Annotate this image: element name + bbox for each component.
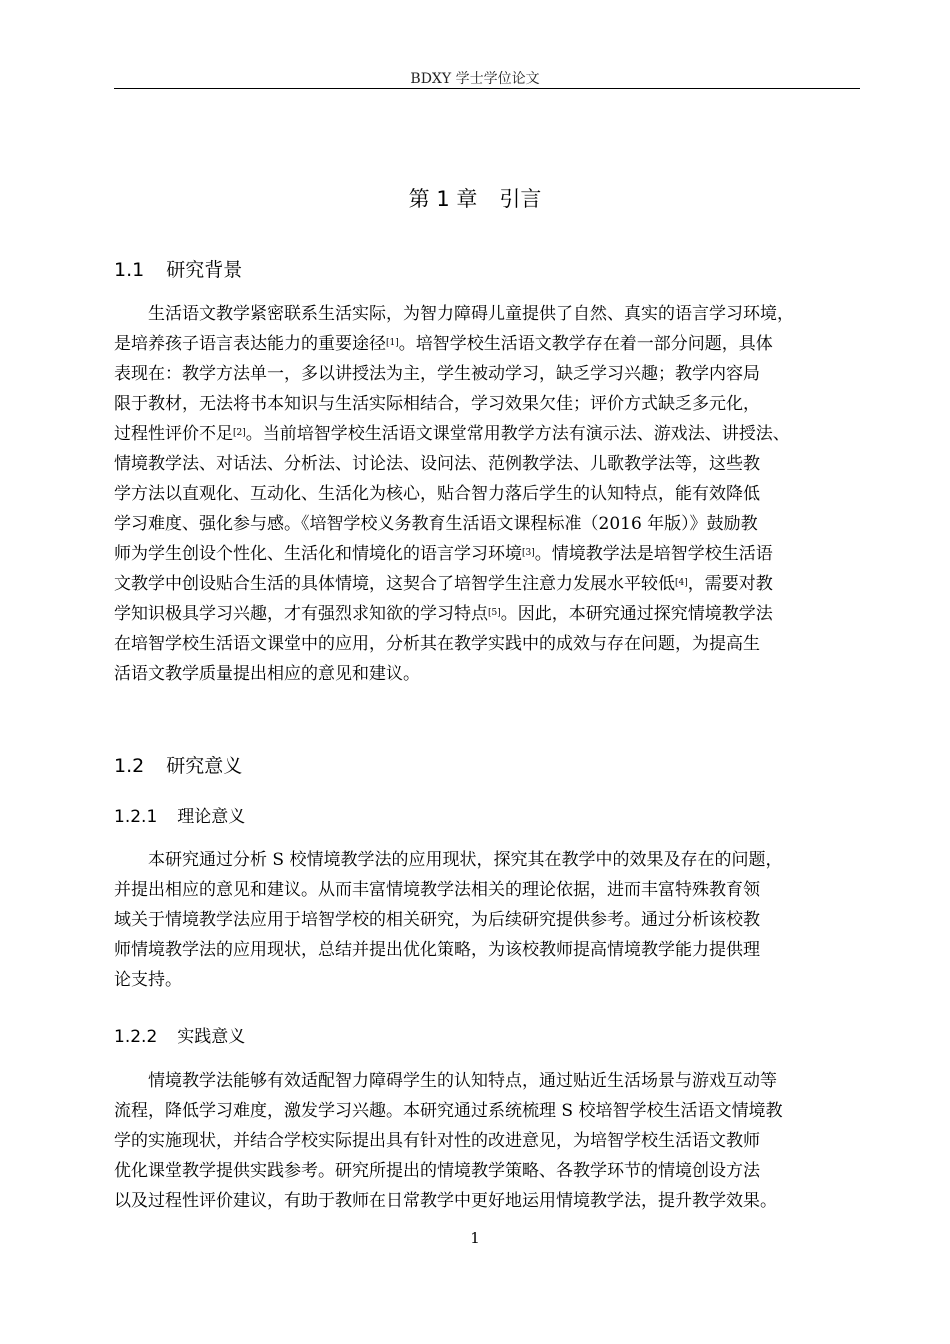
header-divider — [114, 88, 860, 89]
section-number: 1.1 — [114, 259, 145, 281]
citation: [3] — [522, 548, 535, 558]
subsection-title: 理论意义 — [177, 807, 246, 827]
paragraph-line: 以及过程性评价建议，有助于教师在日常教学中更好地运用情境教学法，提升教学效果。 — [114, 1191, 777, 1211]
paragraph-line: 师为学生创设个性化、生活化和情境化的语言学习环境[3]。情境教学法是培智学校生活语 — [114, 544, 773, 564]
paragraph-theoretical-significance — [114, 845, 782, 995]
paragraph-line: 表现在：教学方法单一，多以讲授法为主，学生被动学习，缺乏学习兴趣；教学内容局 — [114, 364, 760, 384]
paragraph-line: 并提出相应的意见和建议。从而丰富情境教学法相关的理论依据，进而丰富特殊教育领 — [114, 880, 760, 900]
paragraph-line: 情境教学法、对话法、分析法、讨论法、设问法、范例教学法、儿歌教学法等，这些教 — [114, 454, 760, 474]
section-title: 研究意义 — [166, 755, 243, 777]
paragraph-line: 生活语文教学紧密联系生活实际，为智力障碍儿童提供了自然、真实的语言学习环境， — [148, 304, 794, 324]
citation: [2] — [233, 428, 246, 438]
paragraph-line: 活语文教学质量提出相应的意见和建议。 — [114, 664, 420, 684]
section-title: 研究背景 — [166, 259, 243, 281]
paragraph-line: 学习难度、强化参与感。《培智学校义务教育生活语文课程标准（2016 年版）》鼓励教 — [114, 514, 758, 534]
subsection-number: 1.2.1 — [114, 807, 158, 827]
chapter-number: 第 1 章 — [408, 187, 478, 211]
paragraph-line: 学知识极具学习兴趣，才有强烈求知欲的学习特点[5]。因此，本研究通过探究情境教学法 — [114, 604, 773, 624]
running-header: BDXY 学士学位论文 — [410, 71, 540, 87]
section-heading-1-1 — [114, 256, 242, 284]
paragraph-line: 在培智学校生活语文课堂中的应用，分析其在教学实践中的成效与存在问题，为提高生 — [114, 634, 760, 654]
chapter-title — [0, 182, 950, 216]
paragraph-line: 学的实施现状，并结合学校实际提出具有针对性的改进意见，为培智学校生活语文教师 — [114, 1131, 760, 1151]
paragraph-practical-significance — [114, 1066, 782, 1216]
section-number: 1.2 — [114, 755, 145, 777]
subsection-title: 实践意义 — [177, 1027, 246, 1047]
paragraph-research-background — [114, 299, 794, 689]
citation: [1] — [386, 338, 399, 348]
paragraph-line: 本研究通过分析 S 校情境教学法的应用现状，探究其在教学中的效果及存在的问题， — [148, 850, 783, 870]
paragraph-line: 优化课堂教学提供实践参考。研究所提出的情境教学策略、各教学环节的情境创设方法 — [114, 1161, 760, 1181]
subsection-number: 1.2.2 — [114, 1027, 158, 1047]
paragraph-line: 流程，降低学习难度，激发学习兴趣。本研究通过系统梳理 S 校培智学校生活语文情境教 — [114, 1101, 783, 1121]
paragraph-line: 过程性评价不足[2]。当前培智学校生活语文课堂常用教学方法有演示法、游戏法、讲授法、 — [114, 424, 790, 444]
paragraph-line: 学方法以直观化、互动化、生活化为核心，贴合智力落后学生的认知特点，能有效降低 — [114, 484, 760, 504]
subsection-heading-1-2-2 — [114, 1024, 245, 1050]
paragraph-line: 域关于情境教学法应用于培智学校的相关研究，为后续研究提供参考。通过分析该校教 — [114, 910, 760, 930]
chapter-name: 引言 — [499, 187, 542, 211]
page-number: 1 — [470, 1229, 480, 1247]
section-heading-1-2 — [114, 752, 242, 780]
paragraph-line: 文教学中创设贴合生活的具体情境，这契合了培智学生注意力发展水平较低[4]，需要对教 — [114, 574, 773, 594]
paragraph-line: 是培养孩子语言表达能力的重要途径[1]。培智学校生活语文教学存在着一部分问题，具体 — [114, 334, 773, 354]
paragraph-line: 情境教学法能够有效适配智力障碍学生的认知特点，通过贴近生活场景与游戏互动等 — [148, 1071, 777, 1091]
paragraph-line: 论支持。 — [114, 970, 182, 990]
citation: [5] — [488, 608, 501, 618]
paragraph-line: 师情境教学法的应用现状，总结并提出优化策略，为该校教师提高情境教学能力提供理 — [114, 940, 760, 960]
citation: [4] — [675, 578, 688, 588]
paragraph-line: 限于教材，无法将书本知识与生活实际相结合，学习效果欠佳；评价方式缺乏多元化， — [114, 394, 760, 414]
subsection-heading-1-2-1 — [114, 804, 245, 830]
